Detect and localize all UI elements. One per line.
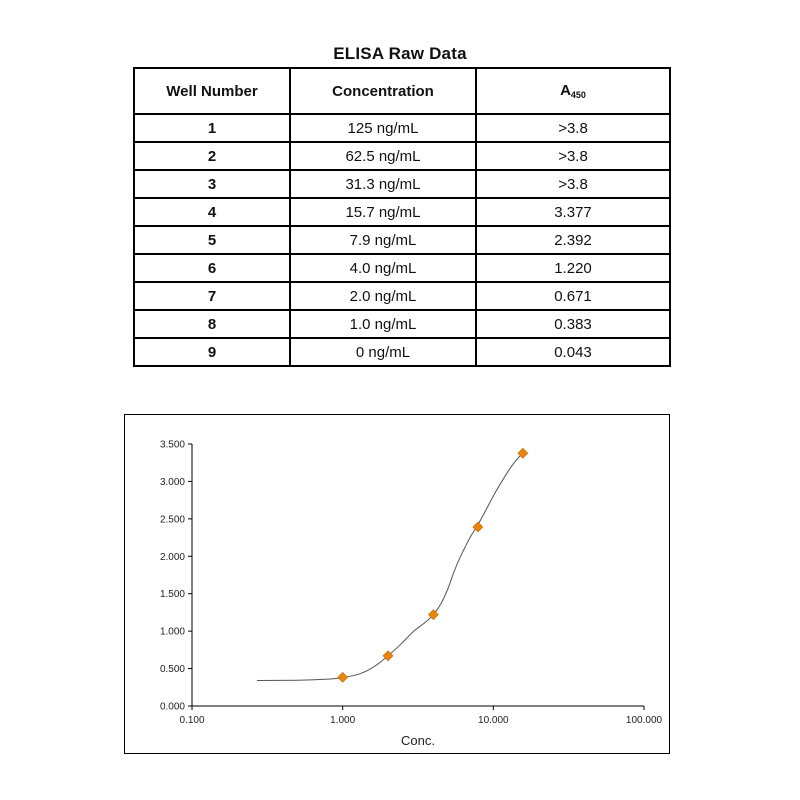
well-number-cell: 7 — [134, 282, 290, 310]
header-well-number: Well Number — [134, 68, 290, 114]
x-tick-label: 0.100 — [179, 715, 205, 726]
data-point — [338, 672, 348, 682]
concentration-cell: 31.3 ng/mL — [290, 170, 476, 198]
y-tick-label: 3.500 — [159, 439, 185, 451]
well-number-cell: 4 — [134, 198, 290, 226]
standard-curve-chart — [124, 414, 670, 754]
absorbance-cell: >3.8 — [476, 170, 670, 198]
y-tick-label: 1.000 — [159, 626, 185, 638]
absorbance-cell: 1.220 — [476, 254, 670, 282]
header-absorbance-main: A — [560, 81, 571, 99]
concentration-cell: 62.5 ng/mL — [290, 142, 476, 170]
table-row — [134, 142, 670, 170]
header-absorbance — [476, 68, 670, 114]
header-concentration: Concentration — [290, 68, 476, 114]
well-number-cell: 1 — [134, 114, 290, 142]
well-number-cell: 6 — [134, 254, 290, 282]
table-row — [134, 226, 670, 254]
absorbance-cell: 0.383 — [476, 310, 670, 338]
well-number-cell: 8 — [134, 310, 290, 338]
table-title: ELISA Raw Data — [333, 44, 467, 63]
elisa-data-table — [133, 67, 671, 367]
absorbance-cell: 3.377 — [476, 198, 670, 226]
x-tick-label: 1.000 — [330, 715, 356, 726]
table-row — [134, 254, 670, 282]
absorbance-cell: 0.043 — [476, 338, 670, 366]
table-row — [134, 310, 670, 338]
chart-plot-group — [160, 440, 663, 749]
chart-canvas — [125, 415, 671, 755]
table-row — [134, 282, 670, 310]
concentration-cell: 7.9 ng/mL — [290, 226, 476, 254]
absorbance-cell: 0.671 — [476, 282, 670, 310]
y-tick-label: 0.000 — [159, 701, 185, 713]
y-tick-label: 3.000 — [159, 476, 185, 488]
absorbance-cell: >3.8 — [476, 142, 670, 170]
y-tick-label: 2.500 — [159, 514, 185, 526]
table-row — [134, 114, 670, 142]
x-axis-title: Conc. — [401, 733, 435, 748]
concentration-cell: 0 ng/mL — [290, 338, 476, 366]
x-tick-label: 100.000 — [625, 715, 663, 726]
concentration-cell: 4.0 ng/mL — [290, 254, 476, 282]
absorbance-cell: 2.392 — [476, 226, 670, 254]
x-tick-label: 10.000 — [478, 715, 509, 726]
concentration-cell: 1.0 ng/mL — [290, 310, 476, 338]
table-row — [134, 198, 670, 226]
absorbance-cell: >3.8 — [476, 114, 670, 142]
header-absorbance-subscript: 450 — [570, 89, 586, 100]
table-header-row — [134, 68, 670, 114]
y-tick-label: 2.000 — [159, 551, 185, 563]
concentration-cell: 125 ng/mL — [290, 114, 476, 142]
fit-curve-line — [257, 453, 523, 681]
table-row — [134, 170, 670, 198]
table-row — [134, 338, 670, 366]
well-number-cell: 9 — [134, 338, 290, 366]
y-tick-label: 0.500 — [159, 664, 185, 676]
concentration-cell: 2.0 ng/mL — [290, 282, 476, 310]
well-number-cell: 2 — [134, 142, 290, 170]
concentration-cell: 15.7 ng/mL — [290, 198, 476, 226]
y-tick-label: 1.500 — [159, 589, 185, 601]
well-number-cell: 3 — [134, 170, 290, 198]
well-number-cell: 5 — [134, 226, 290, 254]
